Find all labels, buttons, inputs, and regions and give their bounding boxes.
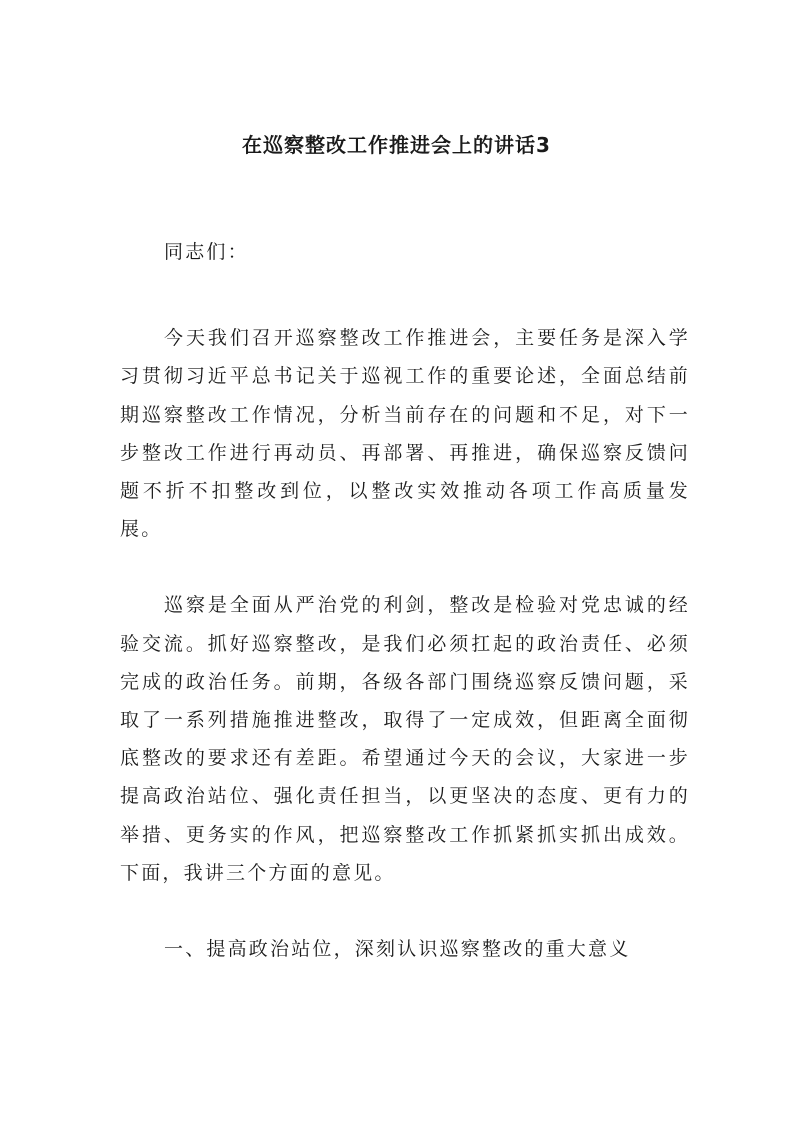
document-body: [120, 233, 690, 1006]
document-title: 在巡察整改工作推进会上的讲话3: [242, 133, 551, 157]
section-heading: 一、提高政治站位，深刻认识巡察整改的重大意义: [164, 938, 631, 961]
paragraph-opening: 今天我们召开巡察整改工作推进会，主要任务是深入学习贯彻习近平总书记关于巡视工作的重要论述，全面总结前期巡察整改工作情况，分析当前存在的问题和不足，对下一步整改工作进行再动员、再部署、再推进，确保巡察反馈问题不折不扣整改到位，以整改实效推动各项工作高质量发展。: [120, 327, 690, 541]
salutation: 同志们：: [164, 241, 249, 263]
paragraph-inspection: 巡察是全面从严治党的利剑，整改是检验对党忠诚的经验交流。抓好巡察整改，是我们必须扛起的政治责任、必须完成的政治任务。前期，各级各部门围绕巡察反馈问题，采取了一系列措施推进整改，取得了一定成效，但距离全面彻底整改的要求还有差距。希望通过今天的会议，大家进一步提高政治站位、强化责任担当，以更坚决的态度、更有力的举措、更务实的作风，把巡察整改工作抓紧抓实抓出成效。下面，我讲三个方面的意见。: [120, 594, 690, 884]
